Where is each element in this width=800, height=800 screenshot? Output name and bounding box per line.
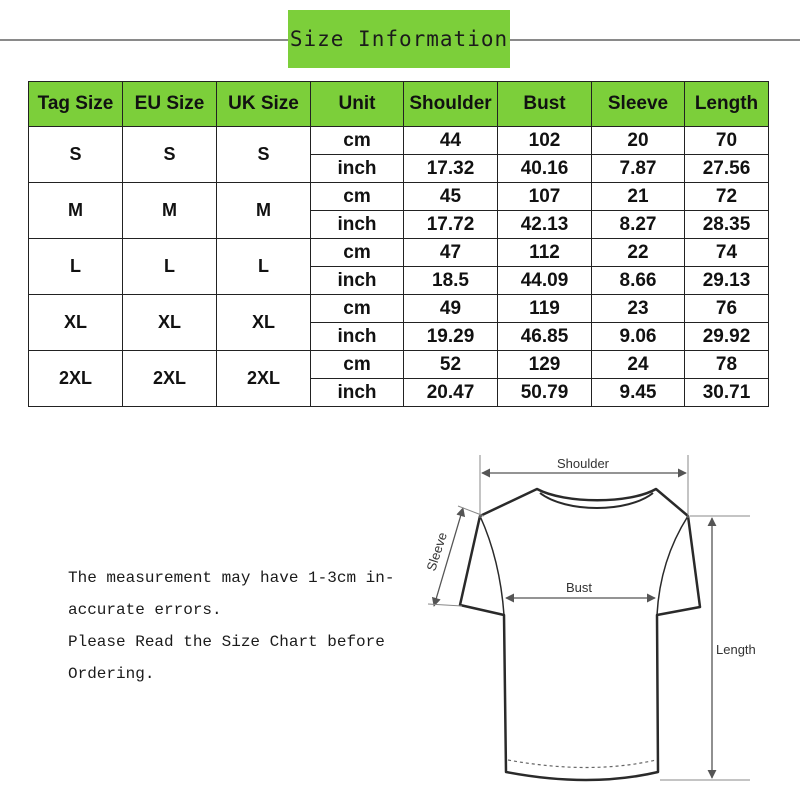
shoulder-cell: 18.5 — [404, 267, 498, 295]
sleeve-cell: 23 — [592, 295, 685, 323]
header-sleeve: Sleeve — [592, 82, 685, 127]
bust-label: Bust — [565, 580, 593, 595]
uk-size-cell: L — [217, 239, 311, 295]
unit-cell: inch — [311, 379, 404, 407]
length-cell: 74 — [685, 239, 769, 267]
note-line: accurate errors. — [68, 601, 222, 619]
tag-size-cell: L — [29, 239, 123, 295]
tag-size-cell: XL — [29, 295, 123, 351]
unit-cell: inch — [311, 267, 404, 295]
unit-cell: cm — [311, 295, 404, 323]
bust-cell: 40.16 — [498, 155, 592, 183]
page-title: Size Information — [288, 10, 510, 68]
sleeve-cell: 8.27 — [592, 211, 685, 239]
shoulder-cell: 17.32 — [404, 155, 498, 183]
unit-cell: cm — [311, 351, 404, 379]
uk-size-cell: S — [217, 127, 311, 183]
note-line: The measurement may have 1-3cm in- — [68, 569, 395, 587]
length-cell: 28.35 — [685, 211, 769, 239]
bust-cell: 44.09 — [498, 267, 592, 295]
eu-size-cell: L — [123, 239, 217, 295]
eu-size-cell: S — [123, 127, 217, 183]
unit-cell: cm — [311, 127, 404, 155]
shoulder-label: Shoulder — [556, 456, 610, 471]
sleeve-cell: 21 — [592, 183, 685, 211]
unit-cell: cm — [311, 183, 404, 211]
bust-cell: 107 — [498, 183, 592, 211]
shoulder-cell: 44 — [404, 127, 498, 155]
unit-cell: inch — [311, 211, 404, 239]
header-uk-size: UK Size — [217, 82, 311, 127]
sleeve-cell: 22 — [592, 239, 685, 267]
length-cell: 70 — [685, 127, 769, 155]
length-cell: 27.56 — [685, 155, 769, 183]
tag-size-cell: 2XL — [29, 351, 123, 407]
sleeve-cell: 9.06 — [592, 323, 685, 351]
bust-cell: 119 — [498, 295, 592, 323]
unit-cell: cm — [311, 239, 404, 267]
shoulder-cell: 49 — [404, 295, 498, 323]
tag-size-cell: S — [29, 127, 123, 183]
header-bust: Bust — [498, 82, 592, 127]
uk-size-cell: 2XL — [217, 351, 311, 407]
length-label: Length — [716, 642, 756, 657]
shoulder-cell: 17.72 — [404, 211, 498, 239]
length-cell: 29.13 — [685, 267, 769, 295]
sleeve-cell: 20 — [592, 127, 685, 155]
note-line: Ordering. — [68, 665, 155, 683]
shoulder-cell: 52 — [404, 351, 498, 379]
shoulder-cell: 19.29 — [404, 323, 498, 351]
header-unit: Unit — [311, 82, 404, 127]
note-line: Please Read the Size Chart before — [68, 633, 385, 651]
length-cell: 30.71 — [685, 379, 769, 407]
bust-cell: 50.79 — [498, 379, 592, 407]
shoulder-cell: 20.47 — [404, 379, 498, 407]
length-cell: 72 — [685, 183, 769, 211]
bust-cell: 46.85 — [498, 323, 592, 351]
tshirt-outline — [460, 489, 700, 780]
length-cell: 78 — [685, 351, 769, 379]
sleeve-cell: 9.45 — [592, 379, 685, 407]
sleeve-cell: 7.87 — [592, 155, 685, 183]
tag-size-cell: M — [29, 183, 123, 239]
uk-size-cell: M — [217, 183, 311, 239]
length-cell: 29.92 — [685, 323, 769, 351]
bust-cell: 42.13 — [498, 211, 592, 239]
bust-cell: 129 — [498, 351, 592, 379]
unit-cell: inch — [311, 155, 404, 183]
eu-size-cell: 2XL — [123, 351, 217, 407]
bust-cell: 112 — [498, 239, 592, 267]
uk-size-cell: XL — [217, 295, 311, 351]
unit-cell: inch — [311, 323, 404, 351]
eu-size-cell: XL — [123, 295, 217, 351]
sleeve-cell: 8.66 — [592, 267, 685, 295]
shoulder-cell: 47 — [404, 239, 498, 267]
length-cell: 76 — [685, 295, 769, 323]
header-length: Length — [685, 82, 769, 127]
header-tag-size: Tag Size — [29, 82, 123, 127]
sleeve-guide-bottom — [428, 604, 462, 606]
bust-cell: 102 — [498, 127, 592, 155]
header-shoulder: Shoulder — [404, 82, 498, 127]
header-eu-size: EU Size — [123, 82, 217, 127]
eu-size-cell: M — [123, 183, 217, 239]
sleeve-cell: 24 — [592, 351, 685, 379]
shoulder-cell: 45 — [404, 183, 498, 211]
sleeve-label: Sleeve — [423, 530, 450, 573]
